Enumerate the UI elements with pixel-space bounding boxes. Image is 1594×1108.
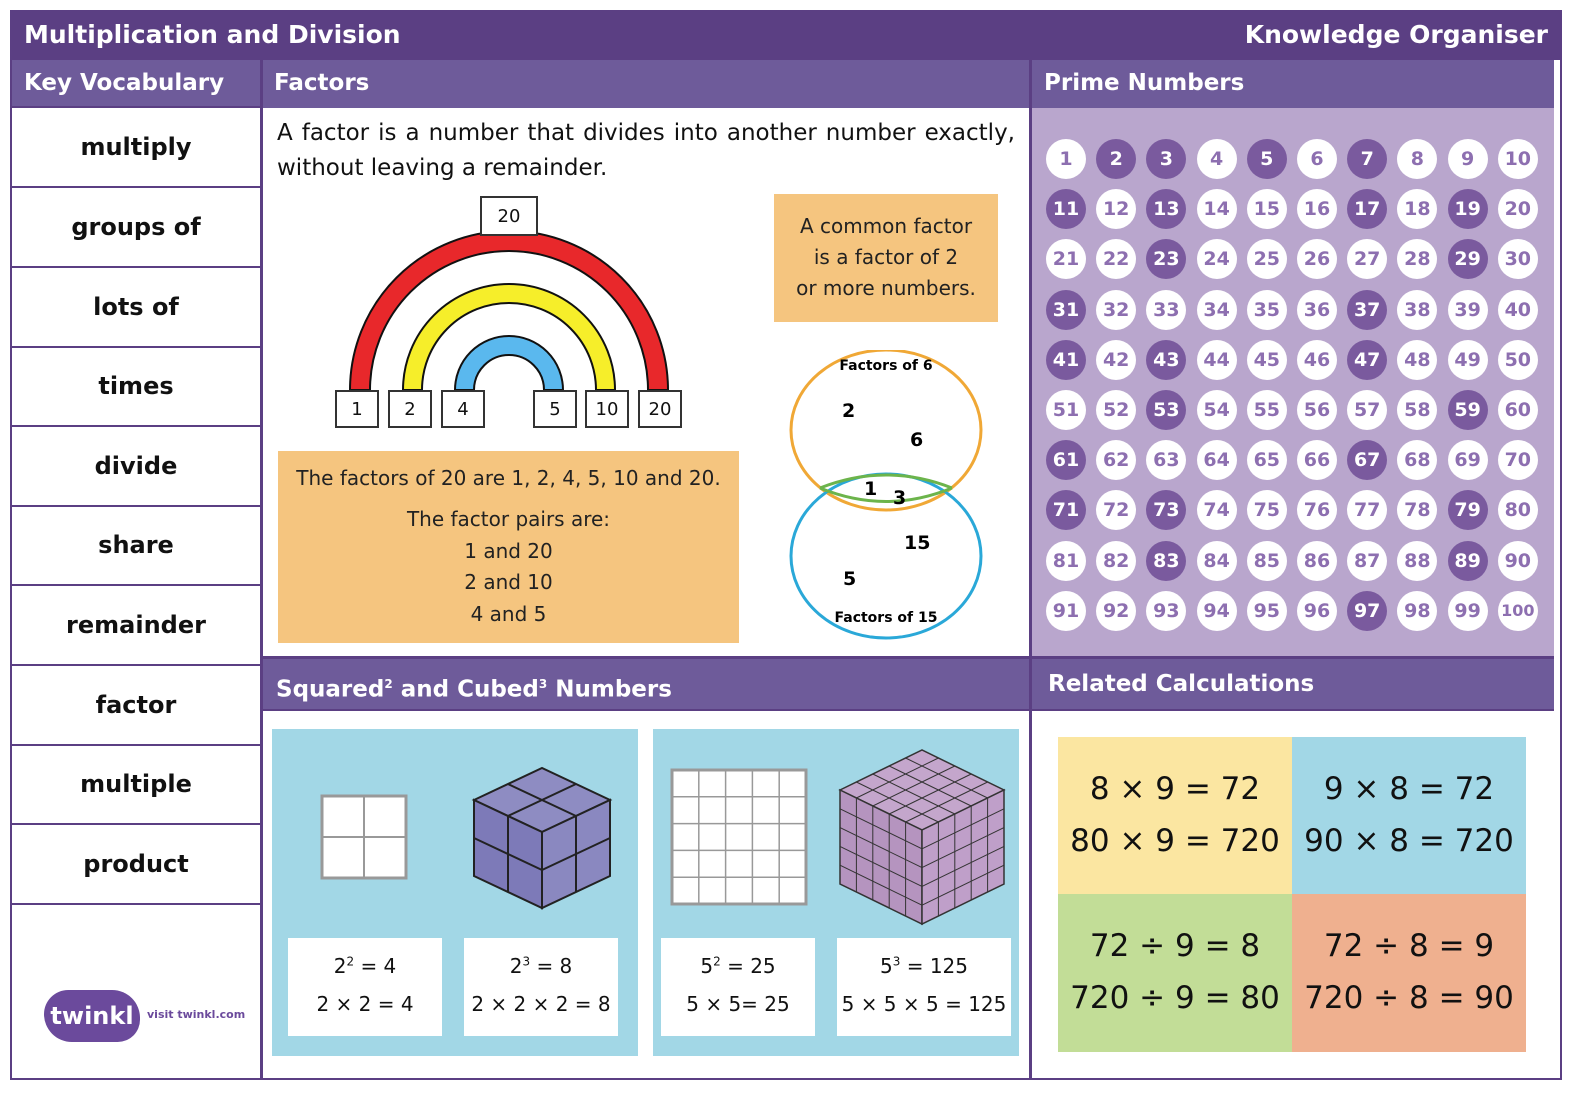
note-line: or more numbers. bbox=[796, 276, 976, 300]
number-cell: 27 bbox=[1347, 239, 1387, 279]
number-cell: 86 bbox=[1297, 541, 1337, 581]
power-base: 2 bbox=[333, 954, 347, 978]
number-cell: 39 bbox=[1448, 290, 1488, 330]
vocab-word: lots of bbox=[12, 268, 260, 348]
number-cell: 74 bbox=[1197, 490, 1237, 530]
prime-number: 5 bbox=[1247, 139, 1287, 179]
number-cell: 34 bbox=[1197, 290, 1237, 330]
rainbow-number: 2 bbox=[388, 390, 432, 428]
title-bar bbox=[10, 10, 1562, 60]
number-cell: 42 bbox=[1096, 340, 1136, 380]
number-cell: 54 bbox=[1197, 390, 1237, 430]
prime-number: 59 bbox=[1448, 390, 1488, 430]
venn-number: 1 bbox=[864, 478, 878, 500]
number-cell: 1 bbox=[1046, 139, 1086, 179]
vocab-word: factor bbox=[12, 666, 260, 746]
squared-sup: 2 bbox=[384, 677, 393, 691]
number-cell: 70 bbox=[1498, 440, 1538, 480]
number-cell: 25 bbox=[1247, 239, 1287, 279]
cube-2x2x2 bbox=[470, 764, 614, 912]
calc-line: 8 × 9 = 72 bbox=[1089, 771, 1261, 807]
power-result: = 4 bbox=[360, 954, 397, 978]
prime-number: 13 bbox=[1146, 189, 1186, 229]
calc-line: 9 × 8 = 72 bbox=[1323, 771, 1495, 807]
related-quad bbox=[1292, 737, 1526, 894]
number-cell: 66 bbox=[1297, 440, 1337, 480]
calc-line: 720 ÷ 9 = 80 bbox=[1070, 980, 1280, 1016]
visit-link[interactable]: visit twinkl.com bbox=[147, 1008, 246, 1021]
prime-number: 43 bbox=[1146, 340, 1186, 380]
number-cell: 18 bbox=[1397, 189, 1437, 229]
number-cell: 24 bbox=[1197, 239, 1237, 279]
rainbow-top-number: 20 bbox=[480, 196, 538, 236]
factor-pair: 1 and 20 bbox=[464, 538, 553, 563]
calc-line: 90 × 8 = 720 bbox=[1304, 823, 1514, 859]
divider-middle bbox=[262, 656, 1554, 659]
number-cell: 75 bbox=[1247, 490, 1287, 530]
divider-vocab bbox=[260, 60, 263, 1078]
number-cell: 45 bbox=[1247, 340, 1287, 380]
prime-number: 53 bbox=[1146, 390, 1186, 430]
venn-number: 5 bbox=[843, 568, 857, 590]
factor-pair: 2 and 10 bbox=[464, 570, 553, 594]
prime-number: 97 bbox=[1347, 591, 1387, 631]
rainbow-number: 10 bbox=[585, 390, 629, 428]
rainbow-outer-arc bbox=[350, 231, 668, 390]
power-exp: 3 bbox=[892, 954, 901, 969]
vocab-word: multiply bbox=[12, 108, 260, 188]
number-cell: 68 bbox=[1397, 440, 1437, 480]
number-cell: 55 bbox=[1247, 390, 1287, 430]
number-cell: 38 bbox=[1397, 290, 1437, 330]
power-expanded: 2 × 2 × 2 = 8 bbox=[471, 992, 611, 1016]
number-cell: 20 bbox=[1498, 189, 1538, 229]
primes-heading: Prime Numbers bbox=[1032, 60, 1554, 108]
number-cell: 100 bbox=[1498, 591, 1538, 631]
number-cell: 21 bbox=[1046, 239, 1086, 279]
rainbow-inner-arc bbox=[455, 336, 563, 390]
power-base: 2 bbox=[509, 954, 523, 978]
number-cell: 12 bbox=[1096, 189, 1136, 229]
number-cell: 60 bbox=[1498, 390, 1538, 430]
number-cell: 40 bbox=[1498, 290, 1538, 330]
number-cell: 82 bbox=[1096, 541, 1136, 581]
number-cell: 6 bbox=[1297, 139, 1337, 179]
prime-number: 23 bbox=[1146, 239, 1186, 279]
number-cell: 88 bbox=[1397, 541, 1437, 581]
prime-number: 73 bbox=[1146, 490, 1186, 530]
prime-number: 29 bbox=[1448, 239, 1488, 279]
number-cell: 9 bbox=[1448, 139, 1488, 179]
venn-label-top: Factors of 6 bbox=[839, 358, 933, 374]
power-exp: 2 bbox=[346, 954, 355, 969]
number-cell: 35 bbox=[1247, 290, 1287, 330]
number-cell: 98 bbox=[1397, 591, 1437, 631]
venn-number: 6 bbox=[910, 429, 924, 451]
twinkl-logo bbox=[44, 990, 140, 1042]
related-quad bbox=[1058, 894, 1292, 1052]
prime-number: 7 bbox=[1347, 139, 1387, 179]
square-5x5 bbox=[670, 768, 808, 906]
number-cell: 77 bbox=[1347, 490, 1387, 530]
number-cell: 26 bbox=[1297, 239, 1337, 279]
prime-number: 67 bbox=[1347, 440, 1387, 480]
vocab-word: product bbox=[12, 825, 260, 905]
number-cell: 33 bbox=[1146, 290, 1186, 330]
factors-heading: Factors bbox=[262, 60, 1030, 108]
venn-label-bottom: Factors of 15 bbox=[834, 610, 938, 626]
prime-number: 19 bbox=[1448, 189, 1488, 229]
number-cell: 16 bbox=[1297, 189, 1337, 229]
venn-number: 2 bbox=[842, 400, 856, 422]
power-base: 5 bbox=[700, 954, 714, 978]
number-cell: 63 bbox=[1146, 440, 1186, 480]
number-cell: 56 bbox=[1297, 390, 1337, 430]
number-cell: 52 bbox=[1096, 390, 1136, 430]
venn-overlap bbox=[820, 475, 952, 488]
factor-definition: A factor is a number that divides into another number exactly, without leaving a remainder. bbox=[277, 120, 1015, 181]
number-cell: 22 bbox=[1096, 239, 1136, 279]
prime-number: 79 bbox=[1448, 490, 1488, 530]
prime-number: 3 bbox=[1146, 139, 1186, 179]
number-cell: 10 bbox=[1498, 139, 1538, 179]
venn-diagram bbox=[780, 350, 992, 650]
cube-5x5x5 bbox=[836, 746, 1008, 928]
number-cell: 84 bbox=[1197, 541, 1237, 581]
logo-brand: twinkl bbox=[50, 1002, 134, 1030]
number-cell: 99 bbox=[1448, 591, 1488, 631]
venn-circle-top bbox=[791, 350, 981, 510]
power-box bbox=[288, 938, 442, 1036]
calc-line: 72 ÷ 8 = 9 bbox=[1323, 928, 1495, 964]
number-cell: 72 bbox=[1096, 490, 1136, 530]
number-cell: 87 bbox=[1347, 541, 1387, 581]
power-result: = 125 bbox=[906, 954, 969, 978]
prime-number: 83 bbox=[1146, 541, 1186, 581]
vocab-word: remainder bbox=[12, 586, 260, 666]
number-cell: 94 bbox=[1197, 591, 1237, 631]
calc-line: 720 ÷ 8 = 90 bbox=[1304, 980, 1514, 1016]
venn-number: 3 bbox=[893, 487, 907, 509]
power-expanded: 2 × 2 = 4 bbox=[316, 992, 414, 1016]
squared-heading-part2: and Cubed bbox=[392, 676, 539, 703]
pairs-title: The factor pairs are: bbox=[406, 507, 611, 531]
vocab-word: groups of bbox=[12, 188, 260, 268]
cubed-sup: 3 bbox=[538, 677, 548, 691]
squared-heading-part3: Numbers bbox=[547, 676, 672, 703]
power-exp: 2 bbox=[713, 954, 721, 969]
number-cell: 30 bbox=[1498, 239, 1538, 279]
number-cell: 93 bbox=[1146, 591, 1186, 631]
number-cell: 15 bbox=[1247, 189, 1287, 229]
power-box bbox=[837, 938, 1011, 1036]
number-cell: 8 bbox=[1397, 139, 1437, 179]
factors-summary-box bbox=[278, 451, 739, 643]
number-cell: 51 bbox=[1046, 390, 1086, 430]
power-expanded: 5 × 5= 25 bbox=[686, 992, 790, 1016]
number-cell: 28 bbox=[1397, 239, 1437, 279]
number-cell: 91 bbox=[1046, 591, 1086, 631]
number-cell: 96 bbox=[1297, 591, 1337, 631]
related-quad bbox=[1292, 894, 1526, 1052]
prime-number: 71 bbox=[1046, 490, 1086, 530]
power-base: 5 bbox=[879, 954, 893, 978]
related-quad bbox=[1058, 737, 1292, 894]
vocab-heading: Key Vocabulary bbox=[12, 60, 260, 108]
number-cell: 69 bbox=[1448, 440, 1488, 480]
number-cell: 78 bbox=[1397, 490, 1437, 530]
calc-line: 80 × 9 = 720 bbox=[1070, 823, 1280, 859]
power-expanded: 5 × 5 × 5 = 125 bbox=[841, 992, 1007, 1016]
prime-number: 31 bbox=[1046, 290, 1086, 330]
number-cell: 14 bbox=[1197, 189, 1237, 229]
prime-number: 89 bbox=[1448, 541, 1488, 581]
number-cell: 81 bbox=[1046, 541, 1086, 581]
factors-summary: The factors of 20 are 1, 2, 4, 5, 10 and 20. bbox=[296, 466, 721, 490]
vocab-word: divide bbox=[12, 427, 260, 507]
number-cell: 36 bbox=[1297, 290, 1337, 330]
number-cell: 85 bbox=[1247, 541, 1287, 581]
number-cell: 58 bbox=[1397, 390, 1437, 430]
number-cell: 49 bbox=[1448, 340, 1488, 380]
common-factor-note bbox=[774, 194, 998, 322]
calc-line: 72 ÷ 9 = 8 bbox=[1089, 928, 1261, 964]
rainbow-number: 4 bbox=[441, 390, 485, 428]
prime-number: 2 bbox=[1096, 139, 1136, 179]
squared-heading bbox=[262, 659, 1030, 709]
number-cell: 95 bbox=[1247, 591, 1287, 631]
number-cell: 90 bbox=[1498, 541, 1538, 581]
vocab-word: share bbox=[12, 506, 260, 586]
page-title: Multiplication and Division bbox=[24, 20, 401, 49]
power-box bbox=[464, 938, 618, 1036]
note-line: is a factor of 2 bbox=[813, 245, 959, 269]
rainbow-number: 20 bbox=[638, 390, 682, 428]
number-cell: 80 bbox=[1498, 490, 1538, 530]
prime-number: 47 bbox=[1347, 340, 1387, 380]
note-line: A common factor bbox=[799, 214, 973, 238]
number-cell: 92 bbox=[1096, 591, 1136, 631]
number-cell: 62 bbox=[1096, 440, 1136, 480]
organiser-label: Knowledge Organiser bbox=[1244, 20, 1548, 49]
number-cell: 64 bbox=[1197, 440, 1237, 480]
vocab-word: times bbox=[12, 347, 260, 427]
prime-number: 11 bbox=[1046, 189, 1086, 229]
number-cell: 32 bbox=[1096, 290, 1136, 330]
power-result: = 8 bbox=[536, 954, 573, 978]
prime-number: 37 bbox=[1347, 290, 1387, 330]
prime-number: 17 bbox=[1347, 189, 1387, 229]
rainbow-number: 5 bbox=[533, 390, 577, 428]
rainbow-number: 1 bbox=[335, 390, 379, 428]
related-heading: Related Calculations bbox=[1032, 659, 1554, 709]
prime-number: 61 bbox=[1046, 440, 1086, 480]
vocab-word: multiple bbox=[12, 745, 260, 825]
square-2x2 bbox=[320, 794, 408, 880]
prime-number: 41 bbox=[1046, 340, 1086, 380]
number-cell: 57 bbox=[1347, 390, 1387, 430]
number-cell: 65 bbox=[1247, 440, 1287, 480]
number-cell: 44 bbox=[1197, 340, 1237, 380]
number-cell: 46 bbox=[1297, 340, 1337, 380]
number-cell: 50 bbox=[1498, 340, 1538, 380]
factor-pair: 4 and 5 bbox=[470, 601, 547, 626]
power-box bbox=[661, 938, 815, 1036]
number-cell: 48 bbox=[1397, 340, 1437, 380]
power-result: = 25 bbox=[727, 954, 776, 978]
number-cell: 4 bbox=[1197, 139, 1237, 179]
power-exp: 3 bbox=[522, 954, 531, 969]
number-cell: 76 bbox=[1297, 490, 1337, 530]
divider-subheader bbox=[262, 709, 1554, 711]
venn-number: 15 bbox=[904, 532, 931, 554]
squared-heading-part1: Squared bbox=[276, 676, 385, 703]
